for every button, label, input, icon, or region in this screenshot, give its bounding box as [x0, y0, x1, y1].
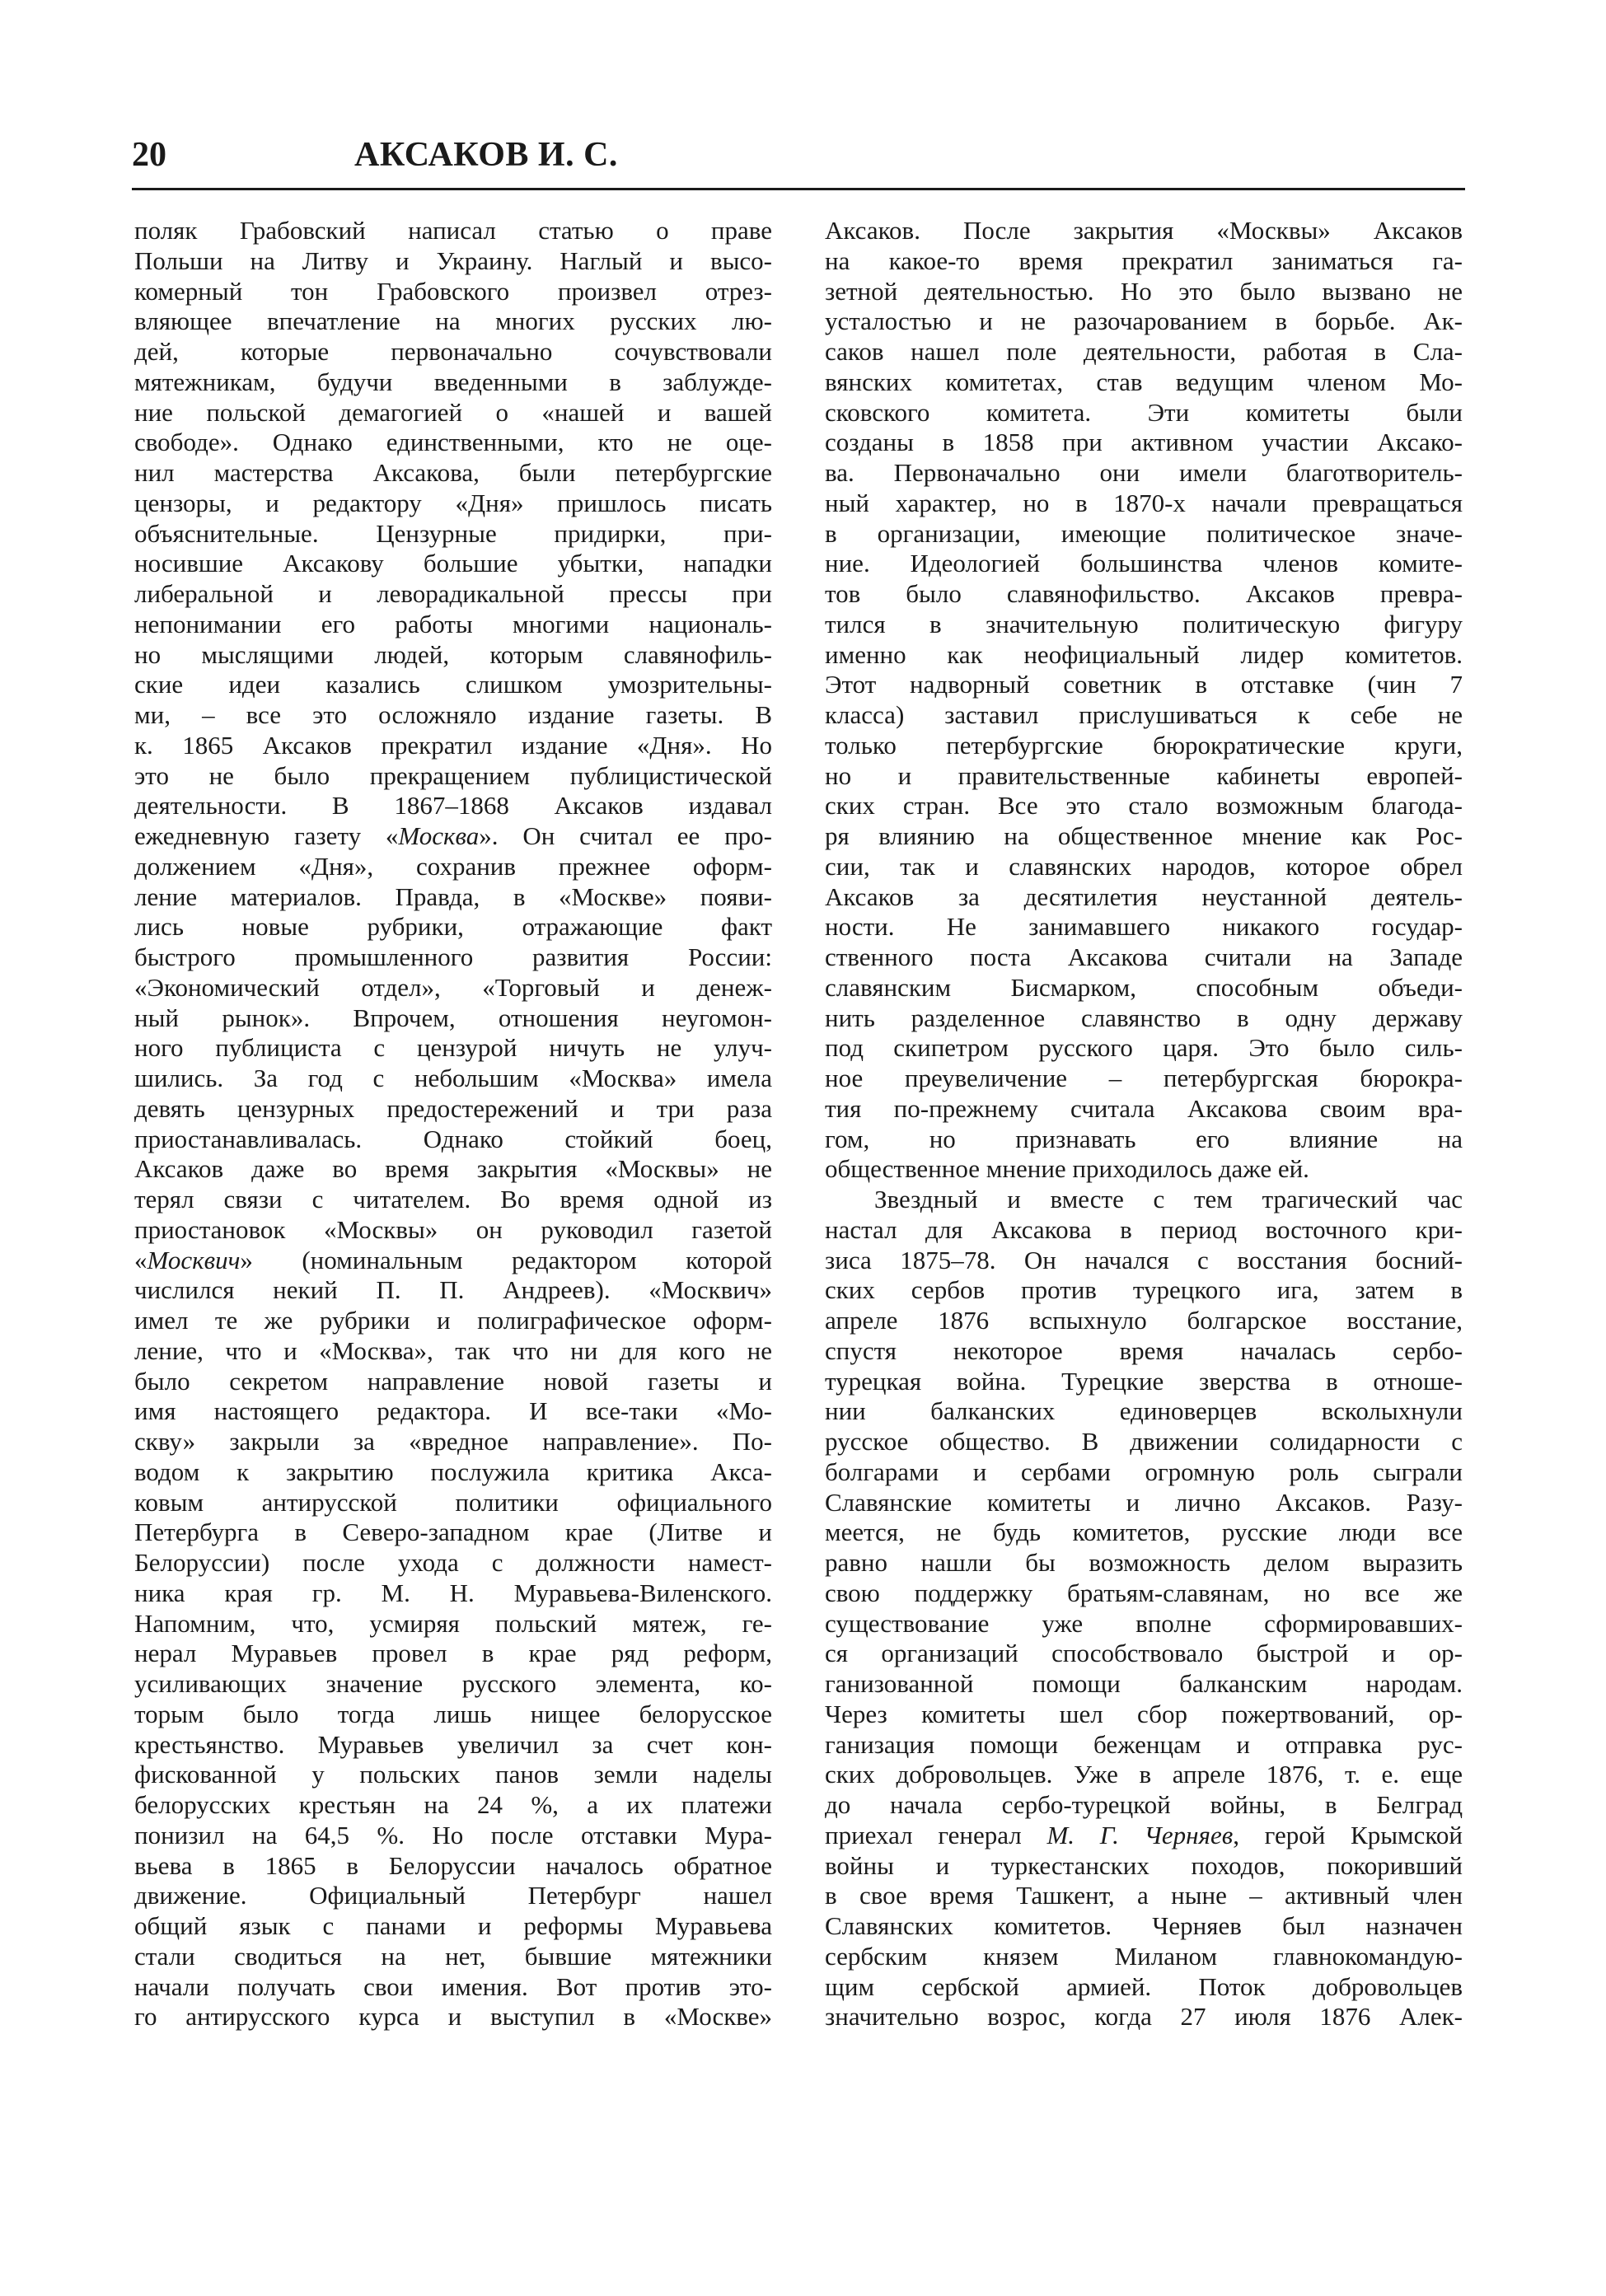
text-line: нии балканских единоверцев всколыхнули [825, 1396, 1463, 1426]
text-line: ние. Идеологией большинства членов комите- [825, 549, 1463, 578]
text-line: ские идеи казались слишком умозрительны- [134, 670, 772, 699]
text-line: Через комитеты шел сбор пожертвований, ор- [825, 1699, 1463, 1728]
text-line: славянским Бисмарком, способным объеди- [825, 972, 1463, 1002]
text-line: Аксаков. После закрытия «Москвы» Аксаков [825, 216, 1463, 245]
text-line: ление материалов. Правда, в «Москве» появи- [134, 881, 772, 911]
text-line: фискованной у польских панов земли наделы [134, 1760, 772, 1789]
right-text-column [825, 216, 1463, 2032]
text-line: именно как неофициальный лидер комитетов. [825, 639, 1463, 669]
text-line: Славянских комитетов. Черняев был назначен [825, 1911, 1463, 1940]
text-segment: приехал генерал [825, 1820, 1047, 1849]
text-line: ковым антирусской политики официального [134, 1487, 772, 1517]
page-number: 20 [132, 136, 166, 174]
text-line: болгарами и сербами огромную роль сыграли [825, 1457, 1463, 1486]
text-line: числился некий П. П. Андреев). «Москвич» [134, 1275, 772, 1305]
text-line: деятельности. В 1867–1868 Аксаков издавал [134, 791, 772, 821]
text-line: значительно возрос, когда 27 июля 1876 Алек- [825, 2002, 1463, 2032]
text-line: терял связи с читателем. Во время одной из [134, 1185, 772, 1213]
text-line: тия по-прежнему считала Аксакова своим вра- [825, 1093, 1463, 1123]
text-line: стали сводиться на нет, бывшие мятежники [134, 1941, 772, 1971]
text-line: Этот надворный советник в отставке (чин 7 [825, 670, 1463, 699]
text-line: девять цензурных предостережений и три раза [134, 1093, 772, 1123]
text-line: скву» закрыли за «вредное направление». По- [134, 1427, 772, 1456]
text-line: настал для Аксакова в период восточного кри- [825, 1214, 1463, 1244]
text-line: объяснительные. Цензурные придирки, при- [134, 518, 772, 548]
text-line: ских добровольцев. Уже в апреле 1876, т. е. еще [825, 1760, 1463, 1789]
text-line: в свое время Ташкент, а ныне – активный член [825, 1881, 1463, 1910]
text-line: зиса 1875–78. Он начался с восстания босний- [825, 1245, 1463, 1274]
text-line: до начала сербо-турецкой войны, в Белград [825, 1790, 1463, 1819]
text-line: это не было прекращением публицистической [134, 760, 772, 790]
text-line: к. 1865 Аксаков прекратил издание «Дня». Но [134, 730, 772, 760]
text-line: ва. Первоначально они имели благотворитель- [825, 458, 1463, 487]
text-line: только петербургские бюрократические круги, [825, 730, 1463, 760]
text-line: ря влиянию на общественное мнение как Рос- [825, 821, 1463, 850]
text-line: созданы в 1858 при активном участии Аксако- [825, 428, 1463, 457]
text-segment: ». Он считал ее про- [479, 821, 772, 850]
text-line: ганизация помощи беженцам и отправка рус- [825, 1729, 1463, 1759]
text-line: Славянские комитеты и лично Аксаков. Разу- [825, 1487, 1463, 1517]
text-line: Аксаков даже во время закрытия «Москвы» не [134, 1154, 772, 1184]
text-line: но мыслящими людей, которым славянофиль- [134, 639, 772, 669]
text-line: мятежникам, будучи введенными в заблужде- [134, 367, 772, 396]
text-line: приостанавливалась. Однако стойкий боец, [134, 1124, 772, 1153]
text-line: общий язык с панами и реформы Муравьева [134, 1911, 772, 1940]
page-header [132, 132, 1465, 190]
text-line [825, 1821, 1463, 1851]
text-line: вьева в 1865 в Белоруссии началось обратное [134, 1850, 772, 1880]
text-line: комерный тон Грабовского произвел отрез- [134, 276, 772, 306]
text-line: Петербурга в Северо-западном крае (Литве и [134, 1517, 772, 1547]
italic-title: Москвич [147, 1245, 241, 1274]
text-line: быстрого промышленного развития России: [134, 942, 772, 971]
text-line: сковского комитета. Эти комитеты были [825, 397, 1463, 427]
text-line: ности. Не занимавшего никакого государ- [825, 912, 1463, 942]
text-line: усиливающих значение русского элемента, ко- [134, 1669, 772, 1698]
text-line: имел те же рубрики и полиграфическое оформ- [134, 1306, 772, 1335]
text-line: ный характер, но в 1870-х начали превращаться [825, 488, 1463, 517]
text-line: общественное мнение приходилось даже ей. [825, 1154, 1309, 1184]
text-line: тов было славянофильство. Аксаков превра- [825, 579, 1463, 608]
text-line: на какое-то время прекратил заниматься га- [825, 245, 1463, 275]
running-title: АКСАКОВ И. С. [354, 136, 618, 174]
text-line: ние польской демагогией о «нашей и вашей [134, 397, 772, 427]
text-line: ми, – все это осложняло издание газеты. В [134, 700, 772, 729]
text-line: русское общество. В движении солидарности с [825, 1427, 1463, 1456]
text-line: существование уже вполне сформировавших- [825, 1608, 1463, 1638]
text-segment: ежедневную газету « [134, 821, 399, 850]
text-line: белорусских крестьян на 24 %, а их платежи [134, 1790, 772, 1819]
text-line: торым было тогда лишь нищее белорусское [134, 1699, 772, 1728]
text-line [134, 821, 772, 852]
text-line: нил мастерства Аксакова, были петербургские [134, 458, 772, 487]
text-line: «Экономический отдел», «Торговый и денеж- [134, 972, 772, 1002]
text-line: Белоруссии) после ухода с должности намест- [134, 1548, 772, 1577]
left-text-column [134, 216, 772, 2032]
text-line: под скипетром русского царя. Это было силь- [825, 1033, 1463, 1063]
text-line: ских стран. Все это стало возможным благода- [825, 791, 1463, 821]
text-line: ного публициста с цензурой ничуть не улуч- [134, 1033, 772, 1063]
text-line: ное преувеличение – петербургская бюрокра- [825, 1064, 1463, 1092]
text-line: имя настоящего редактора. И все-таки «Мо- [134, 1396, 772, 1426]
text-line: носившие Аксакову большие убытки, нападки [134, 549, 772, 578]
text-line: ника края гр. М. Н. Муравьева-Виленского. [134, 1578, 772, 1607]
text-line: апреле 1876 вспыхнуло болгарское восстание, [825, 1306, 1463, 1335]
text-line: шились. За год с небольшим «Москва» имела [134, 1064, 772, 1092]
text-line: Звездный и вместе с тем трагический час [874, 1185, 1463, 1213]
text-line: ление, что и «Москва», так что ни для кого не [134, 1335, 772, 1365]
text-line: свою поддержку братьям-славянам, но все же [825, 1578, 1463, 1607]
text-line: начали получать свои имения. Вот против это- [134, 1971, 772, 2001]
text-line: спустя некоторое время началась сербо- [825, 1335, 1463, 1365]
text-line: равно нашли бы возможность делом выразить [825, 1548, 1463, 1577]
text-line: в организации, имеющие политическое значе- [825, 518, 1463, 548]
text-line: сии, так и славянских народов, которое обрел [825, 851, 1463, 881]
text-line: войны и туркестанских походов, покоривший [825, 1850, 1463, 1880]
text-line: вянских комитетах, став ведущим членом Мо- [825, 367, 1463, 396]
text-line: саков нашел поле деятельности, работая в Сла- [825, 337, 1463, 366]
text-line: понизил на 64,5 %. Но после отставки Мура- [134, 1820, 772, 1849]
text-line: щим сербской армией. Поток добровольцев [825, 1971, 1463, 2001]
text-line: гом, но признавать его влияние на [825, 1124, 1463, 1153]
text-line: непонимании его работы многими националь- [134, 609, 772, 638]
text-line: было секретом направление новой газеты и [134, 1366, 772, 1396]
text-line: цензоры, и редактору «Дня» пришлось писать [134, 488, 772, 517]
text-line: крестьянство. Муравьев увеличил за счет кон- [134, 1729, 772, 1759]
text-line: ганизованной помощи балканским народам. [825, 1669, 1463, 1698]
text-line: турецкая война. Турецкие зверства в отноше- [825, 1366, 1463, 1396]
text-segment: , герой Крымской [1233, 1820, 1463, 1849]
text-line: класса) заставил прислушиваться к себе не [825, 700, 1463, 729]
text-line: дей, которые первоначально сочувствовали [134, 337, 772, 366]
italic-title: М. Г. Черняев [1046, 1820, 1234, 1849]
text-line: но и правительственные кабинеты европей- [825, 760, 1463, 790]
text-line: приостановок «Москвы» он руководил газетой [134, 1214, 772, 1244]
text-segment: « [134, 1245, 147, 1274]
text-line: го антирусского курса и выступил в «Москве» [134, 2002, 772, 2032]
text-line: ских сербов против турецкого ига, затем в [825, 1275, 1463, 1305]
text-line: нить разделенное славянство в одну державу [825, 1003, 1463, 1032]
text-line: лись новые рубрики, отражающие факт [134, 912, 772, 942]
text-line: водом к закрытию послужила критика Акса- [134, 1457, 772, 1486]
text-segment: » (номинальным редактором которой [240, 1245, 772, 1274]
text-line: поляк Грабовский написал статью о праве [134, 216, 772, 245]
italic-title: Москва [398, 821, 480, 850]
text-line: ственного поста Аксакова считали на Западе [825, 942, 1463, 971]
text-line: ный рынок». Впрочем, отношения неугомон- [134, 1003, 772, 1032]
text-line: Польши на Литву и Украину. Наглый и высо- [134, 245, 772, 275]
text-line [134, 1246, 772, 1276]
text-line: должением «Дня», сохранив прежнее оформ- [134, 851, 772, 881]
text-line: ся организаций способствовало быстрой и ор- [825, 1639, 1463, 1668]
text-line: свободе». Однако единственными, кто не оце- [134, 428, 772, 457]
text-line: нерал Муравьев провел в крае ряд реформ, [134, 1639, 772, 1668]
text-line: вляющее впечатление на многих русских лю- [134, 306, 772, 336]
text-line: Напомним, что, усмиряя польский мятеж, ге- [134, 1608, 772, 1638]
text-line: сербским князем Миланом главнокомандую- [825, 1941, 1463, 1971]
text-line: усталостью и не разочарованием в борьбе. Ак- [825, 306, 1463, 336]
text-line: зетной деятельностью. Но это было вызвано не [825, 276, 1463, 306]
text-line: движение. Официальный Петербург нашел [134, 1881, 772, 1910]
text-line: либеральной и леворадикальной прессы при [134, 579, 772, 608]
text-line: тился в значительную политическую фигуру [825, 609, 1463, 638]
text-line: Аксаков за десятилетия неустанной деятель- [825, 881, 1463, 911]
text-line: меется, не будь комитетов, русские люди все [825, 1517, 1463, 1547]
